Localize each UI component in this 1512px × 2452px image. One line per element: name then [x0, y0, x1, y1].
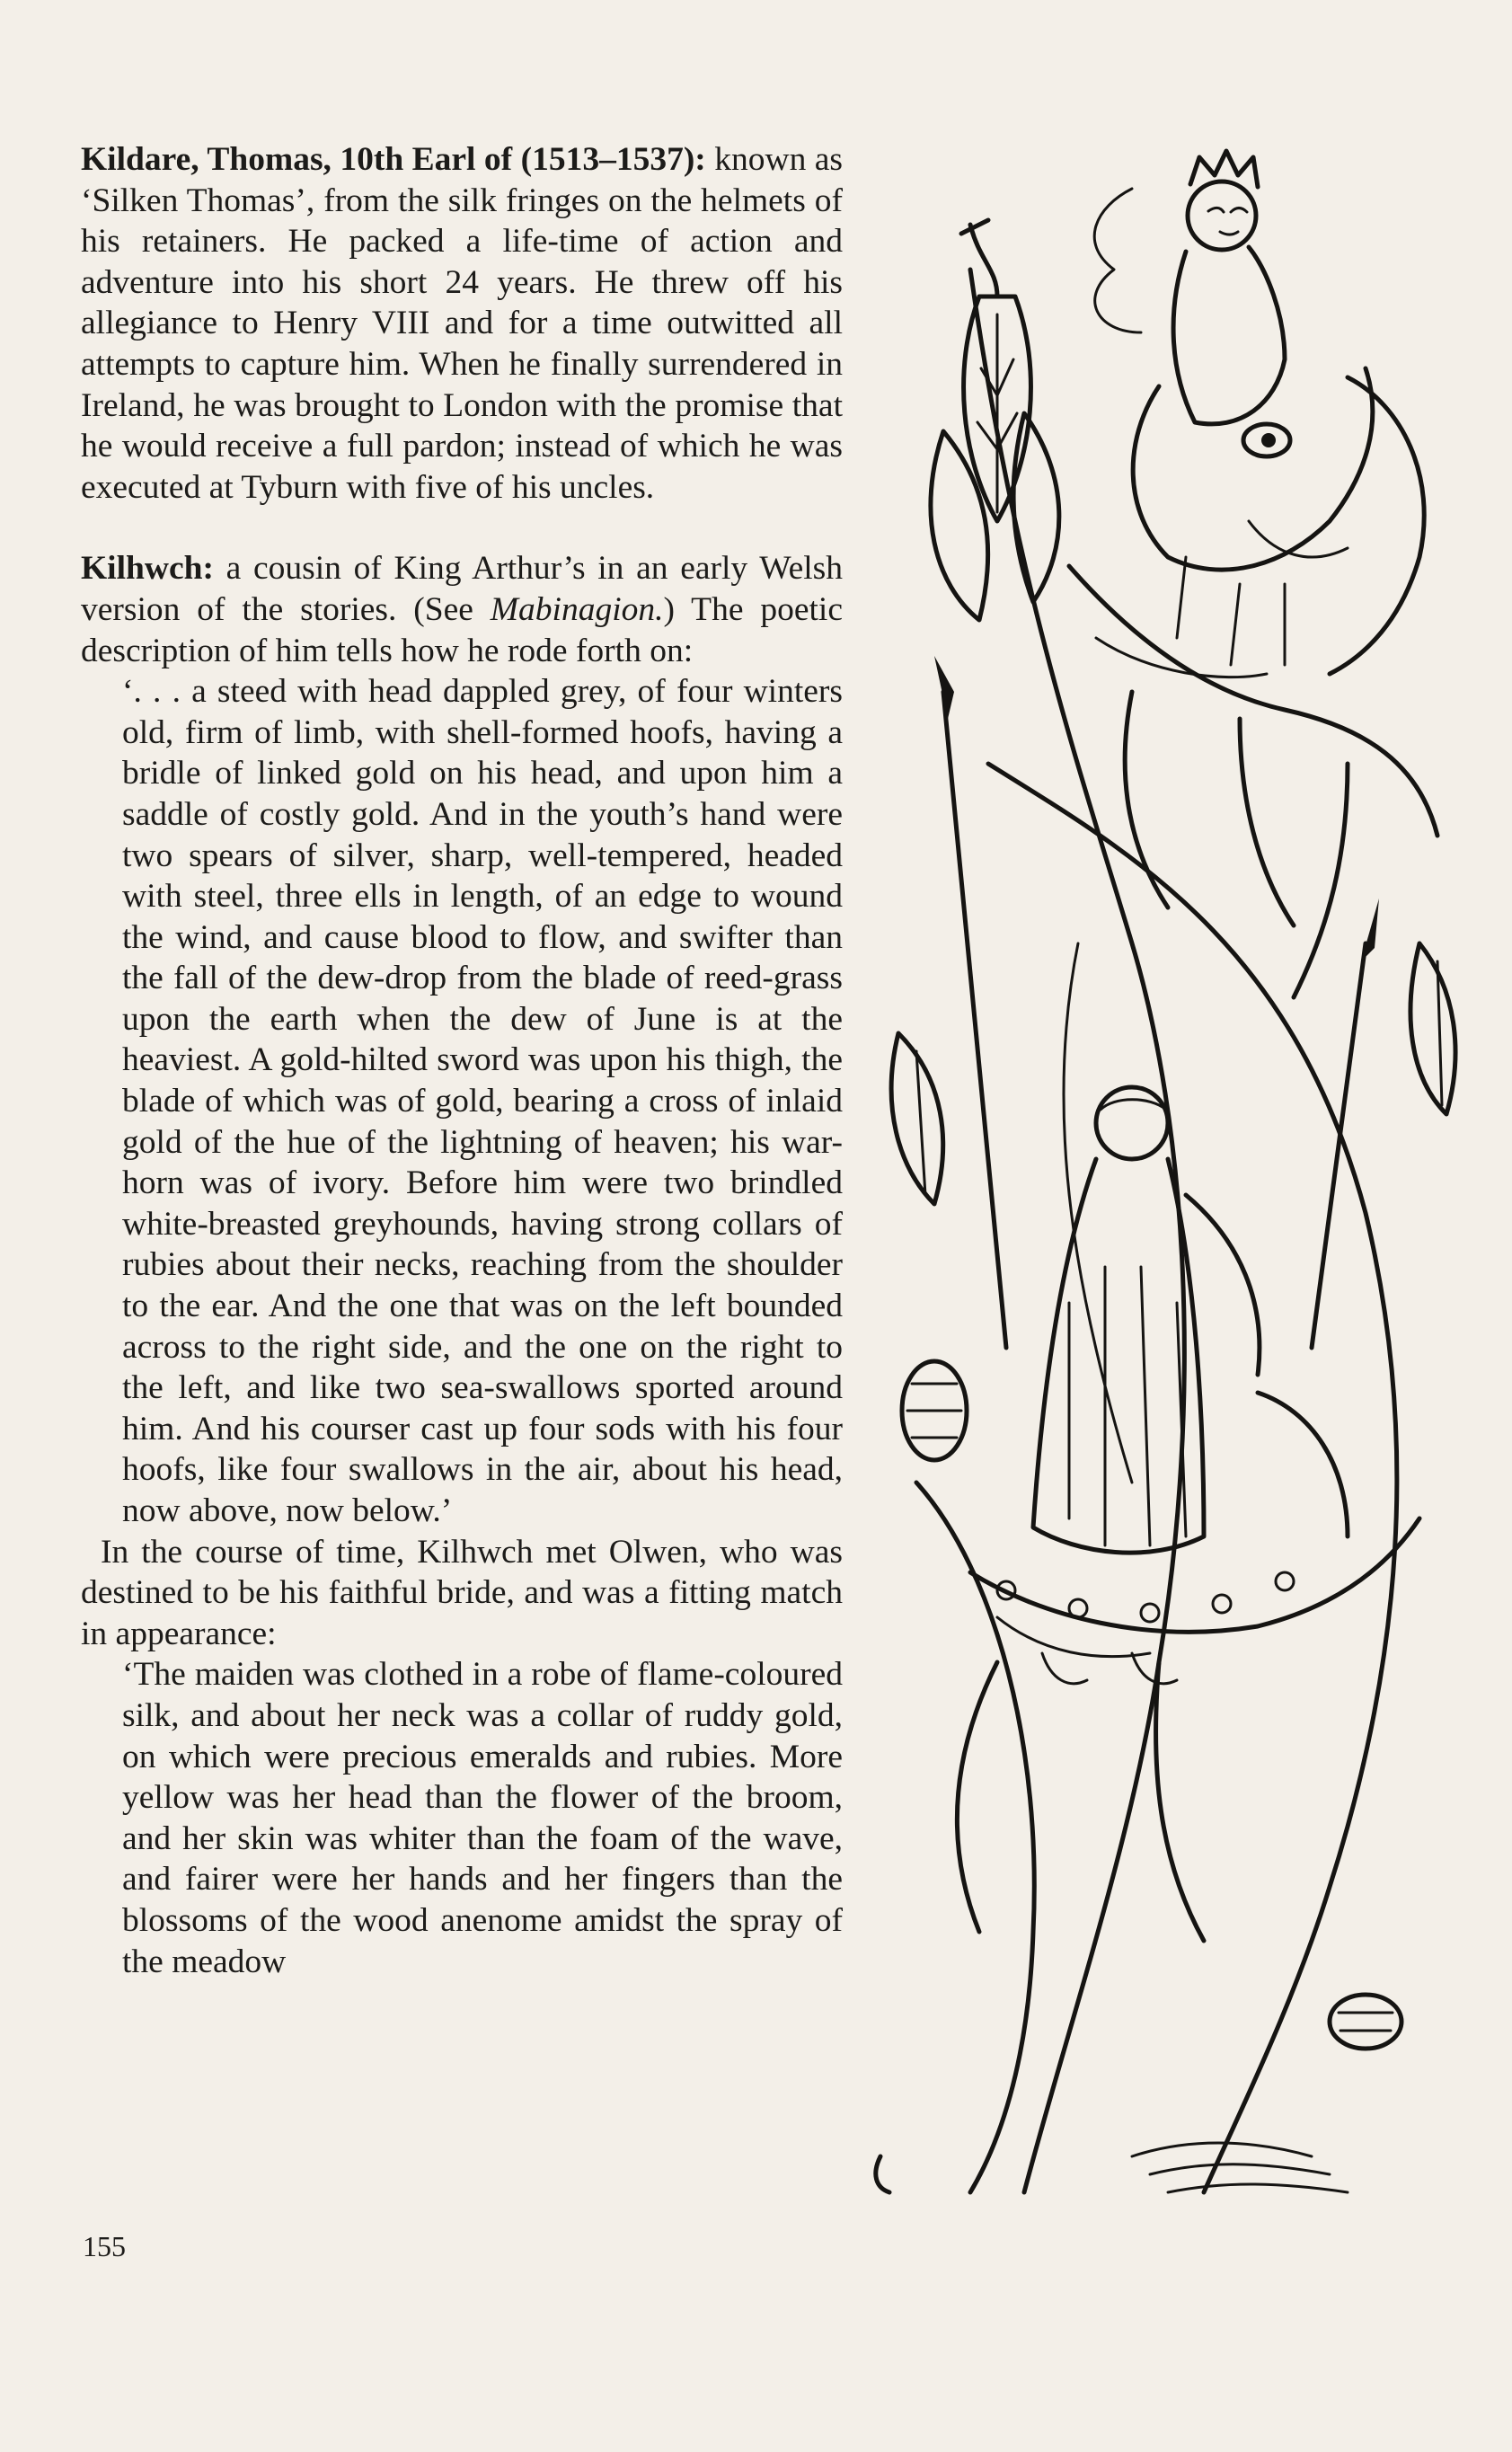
cross-reference-mabinagion: Mabinagion.: [490, 590, 664, 628]
headword-kildare: Kildare, Thomas, 10th Earl of (1513–1537):: [81, 141, 706, 178]
entry-intro-kilhwch: a cousin of King Arthur’s in an early Welsh version of the stories. (See: [81, 550, 843, 628]
headword-kilhwch: Kilhwch:: [81, 550, 214, 588]
entry-kildare: [81, 139, 843, 508]
text-column: [81, 139, 843, 1982]
entry-intro-end-kilhwch: ) The poetic description of him tells how he rode forth on:: [81, 590, 843, 669]
quote-steed-description: ‘. . . a steed with head dappled grey, of four winters old, firm of limb, with shell-formed hoofs, having a bridle of linked gold on his head, and upon him a saddle of costly gold. And in the youth’s hand were two spears of silver, sharp, well-tempered, headed with steel, three ells in length, of an edge to wound the wind, and cause blood to flow, and swifter than the fall of the dew-drop from the blade of reed-grass upon the earth when the dew of June is at the heaviest. A gold-hilted sword was upon his thigh, the blade of which was of gold, bearing a cross of inlaid gold of the hue of the lightning of heaven; his war-horn was of ivory. Before him were two brindled white-breasted greyhounds, having strong collars of rubies about their necks, reaching from the shoulder to the ear. And the one that was on the left bounded across to the right side, and the one on the right to the left, and like two sea-swallows sported around him. And his courser cast up four sods with his four hoofs, like four swallows in the air, about his head, now above, now below.’: [122, 673, 843, 1529]
page-number: 155: [83, 2230, 126, 2262]
entry-kilhwch: [81, 548, 843, 1982]
knight-and-lady-illustration: [862, 135, 1491, 2210]
illustration-drawing: [862, 135, 1491, 2210]
quote-maiden-description: ‘The maiden was clothed in a robe of flame-coloured silk, and about her neck was a collar of ruddy gold, on which were precious emeralds and rubies. More yellow was her head than the flower of the broom, and her skin was whiter than the foam of the wave, and fairer were her hands and her fingers than the blossoms of the wood anenome amidst the spray of the meadow: [122, 1656, 843, 1980]
paragraph-olwen-intro: In the course of time, Kilhwch met Olwen, who was destined to be his faithful bride, and was a fitting match in appearance:: [81, 1533, 843, 1652]
entry-body-kildare: known as ‘Silken Thomas’, from the silk fringes on the helmets of his retainers. He packed a life-time of action and adventure into his short 24 years. He threw off his allegiance to Henry VIII and for a time outwitted all attempts to capture him. When he finally surrendered in Ireland, he was brought to London with the promise that he would receive a full pardon; instead of which he was executed at Tyburn with five of his uncles.: [81, 141, 843, 506]
